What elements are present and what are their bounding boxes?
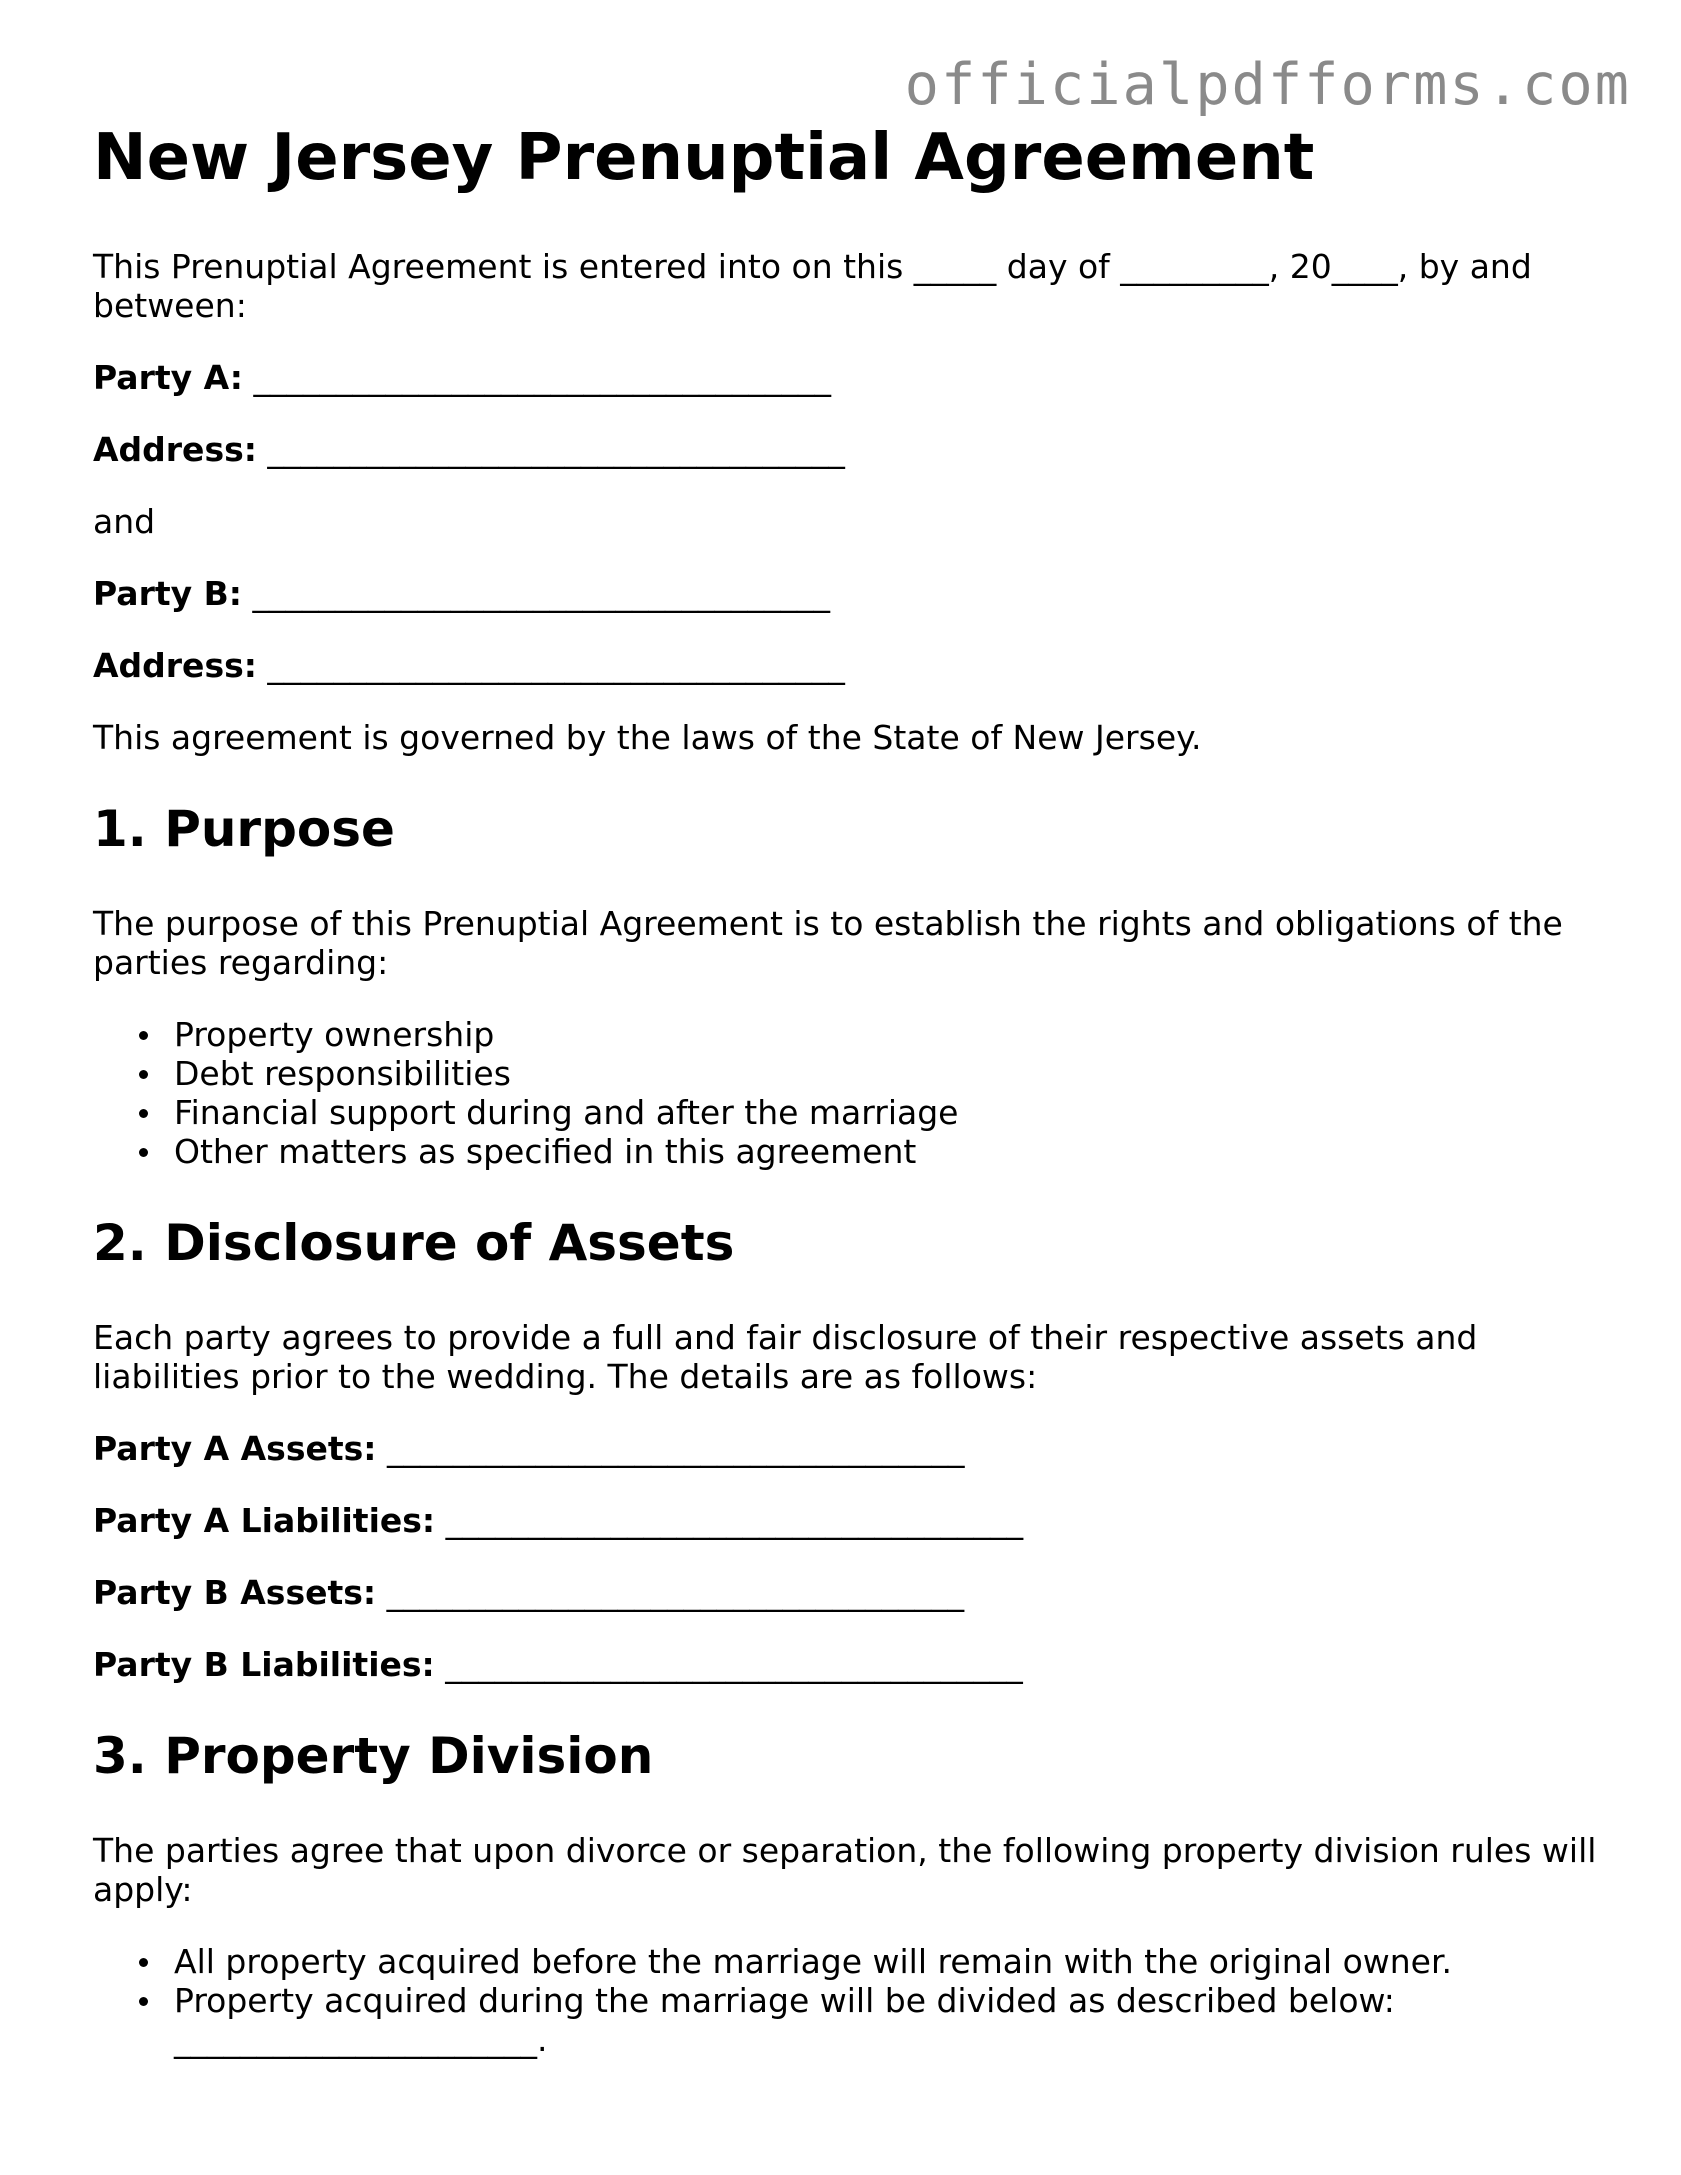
- party-b-address-field: [93, 646, 1603, 685]
- party-a-liabilities-field: [93, 1501, 1603, 1540]
- party-b-blank[interactable]: ___________________________________: [252, 574, 830, 613]
- and-text: and: [93, 502, 156, 541]
- disclosure-text: Each party agrees to provide a full and fair disclosure of their respective assets and liabilities prior to the wedding. The details are as follows:: [93, 1318, 1478, 1396]
- party-a-assets-field: [93, 1429, 1603, 1468]
- party-a-assets-blank[interactable]: ___________________________________: [386, 1429, 965, 1468]
- watermark: officialpdfforms.com: [904, 52, 1631, 118]
- party-a-blank[interactable]: ___________________________________: [253, 358, 831, 397]
- party-b-address-label: Address:: [93, 646, 257, 685]
- section-heading-disclosure: 2. Disclosure of Assets: [93, 1214, 735, 1272]
- property-division-text: The parties agree that upon divorce or separation, the following property division rules will apply:: [93, 1831, 1597, 1909]
- document-page: [93, 112, 1603, 2101]
- party-a-address-blank[interactable]: ___________________________________: [267, 430, 845, 469]
- party-a-liabilities-blank[interactable]: ___________________________________: [445, 1501, 1024, 1540]
- party-b-liabilities-label: Party B Liabilities:: [93, 1645, 435, 1684]
- list-item: Debt responsibilities: [139, 1054, 1603, 1093]
- list-item: Property acquired during the marriage will be divided as described below: ______________________.: [139, 1981, 1603, 2059]
- party-b-assets-field: [93, 1573, 1603, 1612]
- governing-law-text: This agreement is governed by the laws of the State of New Jersey.: [93, 718, 1202, 757]
- party-a-assets-label: Party A Assets:: [93, 1429, 377, 1468]
- section-heading-property-division: 3. Property Division: [93, 1727, 654, 1785]
- party-b-liabilities-blank[interactable]: ___________________________________: [445, 1645, 1023, 1684]
- party-b-label: Party B:: [93, 574, 242, 613]
- party-a-address-field: [93, 430, 1603, 469]
- page-title: New Jersey Prenuptial Agreement: [93, 121, 1315, 195]
- party-b-assets-label: Party B Assets:: [93, 1573, 377, 1612]
- purpose-list: [139, 1015, 1603, 1171]
- intro-paragraph: This Prenuptial Agreement is entered into on this _____ day of _________, 20____, by and between:: [93, 247, 1532, 325]
- party-a-label: Party A:: [93, 358, 243, 397]
- list-item: Financial support during and after the marriage: [139, 1093, 1603, 1132]
- party-b-assets-blank[interactable]: ___________________________________: [386, 1573, 965, 1612]
- property-division-list: [139, 1942, 1603, 2059]
- party-a-field: [93, 358, 1603, 397]
- party-b-field: [93, 574, 1603, 613]
- list-item: Other matters as specified in this agreement: [139, 1132, 1603, 1171]
- list-item: Property ownership: [139, 1015, 1603, 1054]
- party-a-liabilities-label: Party A Liabilities:: [93, 1501, 436, 1540]
- section-heading-purpose: 1. Purpose: [93, 800, 395, 858]
- party-a-address-label: Address:: [93, 430, 257, 469]
- party-b-liabilities-field: [93, 1645, 1603, 1684]
- party-b-address-blank[interactable]: ___________________________________: [267, 646, 845, 685]
- purpose-text: The purpose of this Prenuptial Agreement is to establish the rights and obligations of the parties regarding:: [93, 904, 1563, 982]
- list-item: All property acquired before the marriage will remain with the original owner.: [139, 1942, 1603, 1981]
